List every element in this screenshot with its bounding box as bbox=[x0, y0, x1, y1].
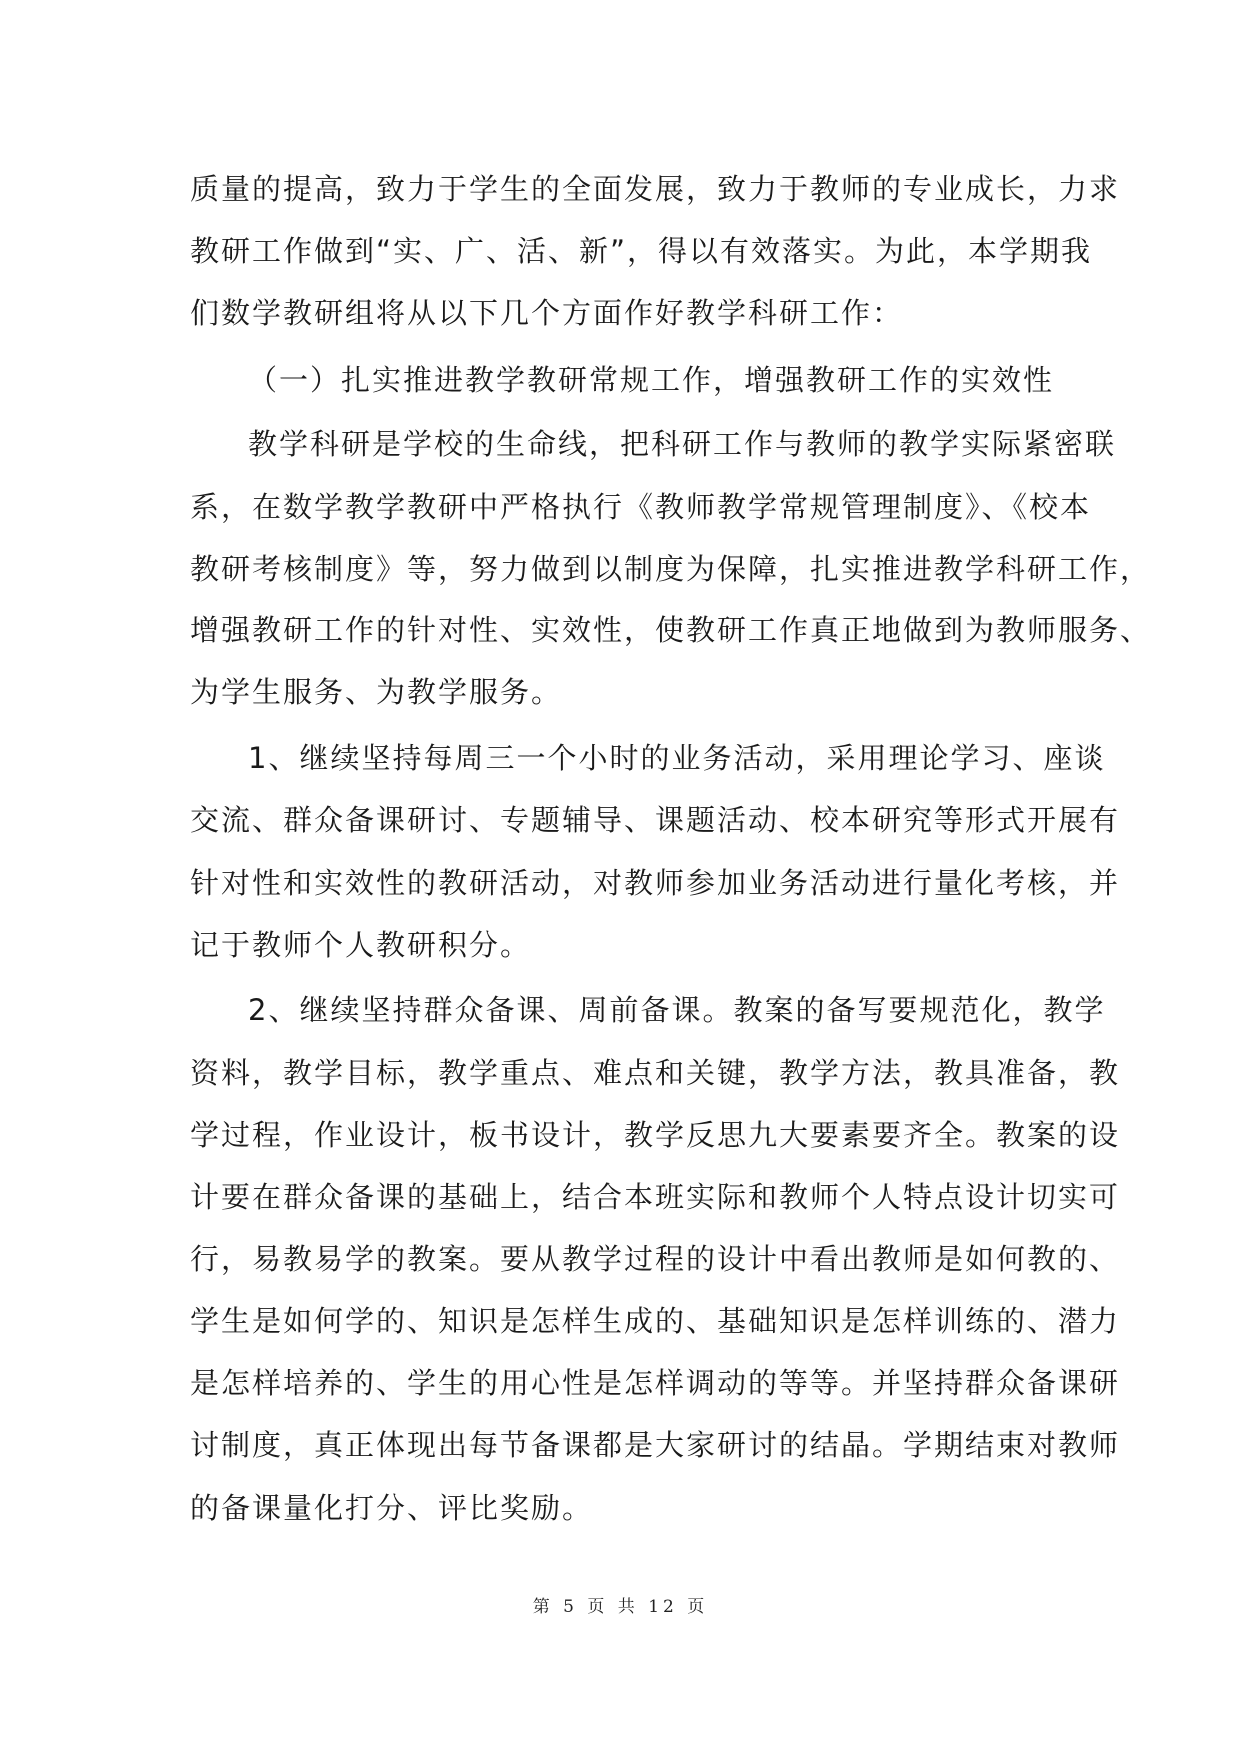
paragraph-line: 的备课量化打分、评比奖励。 bbox=[190, 1491, 594, 1525]
paragraph-line: 质量的提高，致力于学生的全面发展，致力于教师的专业成长，力求 bbox=[190, 172, 1121, 206]
paragraph-line: 学生是如何学的、知识是怎样生成的、基础知识是怎样训练的、潜力 bbox=[190, 1304, 1121, 1338]
paragraph-line: 们数学教研组将从以下几个方面作好教学科研工作： bbox=[190, 296, 904, 330]
paragraph-line: 教研考核制度》等，努力做到以制度为保障，扎实推进教学科研工作， bbox=[190, 552, 1152, 586]
paragraph-line: 计要在群众备课的基础上，结合本班实际和教师个人特点设计切实可 bbox=[190, 1180, 1121, 1214]
paragraph-line: 教学科研是学校的生命线，把科研工作与教师的教学实际紧密联 bbox=[248, 427, 1117, 461]
list-item-1: 1、继续坚持每周三一个小时的业务活动，采用理论学习、座谈 bbox=[248, 741, 1106, 775]
paragraph-line: 记于教师个人教研积分。 bbox=[190, 928, 532, 962]
paragraph-line: 资料，教学目标，教学重点、难点和关键，教学方法，教具准备，教 bbox=[190, 1056, 1121, 1090]
paragraph-line: 交流、群众备课研讨、专题辅导、课题活动、校本研究等形式开展有 bbox=[190, 803, 1121, 837]
paragraph-line: 教研工作做到“实、广、活、新”，得以有效落实。为此，本学期我 bbox=[190, 234, 1093, 268]
paragraph-line: 为学生服务、为教学服务。 bbox=[190, 675, 563, 709]
section-heading: （一）扎实推进教学教研常规工作，增强教研工作的实效性 bbox=[248, 363, 1055, 397]
paragraph-line: 系，在数学教学教研中严格执行《教师教学常规管理制度》、《校本 bbox=[190, 490, 1092, 524]
paragraph-line: 针对性和实效性的教研活动，对教师参加业务活动进行量化考核，并 bbox=[190, 866, 1121, 900]
paragraph-line: 增强教研工作的针对性、实效性，使教研工作真正地做到为教师服务、 bbox=[190, 613, 1152, 647]
paragraph-line: 讨制度，真正体现出每节备课都是大家研讨的结晶。学期结束对教师 bbox=[190, 1428, 1121, 1462]
list-item-2: 2、继续坚持群众备课、周前备课。教案的备写要规范化，教学 bbox=[248, 993, 1106, 1027]
paragraph-line: 是怎样培养的、学生的用心性是怎样调动的等等。并坚持群众备课研 bbox=[190, 1366, 1121, 1400]
paragraph-line: 学过程，作业设计，板书设计，教学反思九大要素要齐全。教案的设 bbox=[190, 1118, 1121, 1152]
page-number-footer: 第 5 页 共 12 页 bbox=[532, 1597, 709, 1617]
paragraph-line: 行，易教易学的教案。要从教学过程的设计中看出教师是如何教的、 bbox=[190, 1242, 1121, 1276]
